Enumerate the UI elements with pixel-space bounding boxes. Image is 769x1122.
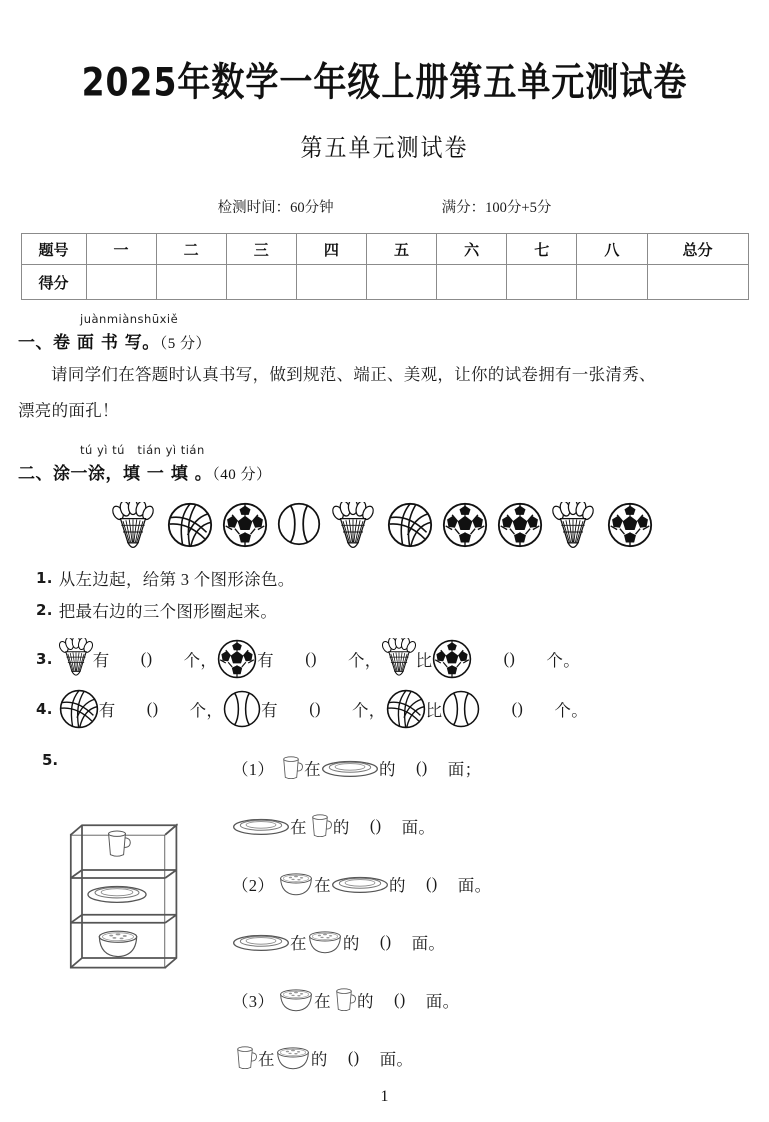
cup-icon [102, 830, 132, 859]
question-3-blank-3[interactable] [472, 649, 546, 669]
row-label-score: 得分 [21, 265, 86, 300]
question-3-text-4: 个， [347, 650, 382, 670]
cup-icon [331, 988, 357, 1013]
q5-p3-l2-de: 的 [310, 1050, 328, 1069]
q5-p2-l2-mid: 在 [290, 934, 307, 953]
row-label-question: 题号 [21, 234, 86, 265]
tennis-icon [223, 690, 261, 728]
question-5-statements [232, 749, 769, 1097]
plate-icon [321, 758, 379, 779]
shuttlecock-icon [552, 502, 600, 552]
question-5-number: 5. [42, 751, 59, 769]
question-4-number: 4. [36, 700, 53, 718]
section-one-title: 一、卷 面 书 写。 [18, 333, 160, 353]
q5-p1-l1-blank[interactable] [396, 758, 448, 778]
page-number: 1 [380, 1088, 389, 1105]
q5-p1-l2-mid: 在 [290, 818, 307, 837]
question-3-text-5: 比 [415, 650, 433, 670]
table-row-scores [21, 265, 748, 300]
question-2 [0, 598, 769, 622]
q5-p3-l2-mid: 在 [258, 1050, 275, 1069]
section-one-heading [18, 328, 751, 353]
section-two-title: 二、涂一涂，填 一 填 。 [18, 464, 213, 484]
question-5-part1-line1 [232, 749, 769, 787]
section-two [0, 443, 769, 484]
q5-p2-l2-de: 的 [342, 934, 360, 953]
question-4-text-4: 个， [351, 701, 386, 720]
score-table-wrapper [21, 233, 749, 300]
section-one-points: （5 分） [159, 336, 212, 352]
section-two-heading [18, 459, 751, 484]
score-cell-6[interactable] [437, 265, 507, 300]
q5-p1-l1-mid: 在 [304, 760, 321, 779]
question-5-part1-line2 [232, 807, 769, 845]
question-1-text: 从左边起，给第 3 个图形涂色。 [58, 570, 295, 589]
plate-icon [331, 874, 389, 895]
q5-p3-l1-mid: 在 [314, 992, 331, 1011]
score-cell-3[interactable] [226, 265, 296, 300]
exam-duration: 检测时间：60分钟 [217, 200, 334, 216]
question-3-text-3: 有 [257, 650, 274, 670]
bowl-icon [307, 929, 343, 955]
col-header-total: 总分 [647, 234, 748, 265]
volleyball-icon [386, 689, 426, 729]
q5-p3-l2-end: 面。 [379, 1050, 414, 1069]
q5-p3-l1-blank[interactable] [374, 990, 426, 1010]
q5-p2-l1-end: 面。 [457, 876, 492, 895]
q5-p3-l1-de: 的 [356, 992, 374, 1011]
q5-p2-l1-blank[interactable] [406, 874, 458, 894]
score-cell-4[interactable] [296, 265, 366, 300]
cup-icon [307, 814, 333, 839]
question-4-blank-1[interactable] [116, 699, 190, 719]
shuttlecock-icon [382, 638, 416, 679]
volleyball-icon [167, 502, 215, 552]
question-3-text-6: 个。 [546, 650, 581, 670]
question-5-part3-tag: （3） [232, 992, 275, 1011]
question-4-blank-3[interactable] [480, 699, 554, 719]
question-5 [0, 749, 769, 1097]
question-3-number: 3. [36, 649, 53, 668]
col-header-3: 三 [226, 234, 296, 265]
question-5-part2-line2 [232, 923, 769, 961]
question-4-blank-2[interactable] [278, 699, 352, 719]
score-table [21, 233, 749, 300]
question-4-text-1: 有 [98, 701, 116, 720]
tennis-icon [277, 502, 325, 552]
q5-p2-l1-de: 的 [388, 876, 406, 895]
question-4 [0, 689, 769, 729]
q5-p3-l2-blank[interactable] [328, 1048, 380, 1068]
score-cell-5[interactable] [367, 265, 437, 300]
question-3-text-2: 个， [183, 650, 218, 670]
q5-p2-l2-blank[interactable] [360, 932, 412, 952]
soccer-icon [442, 502, 490, 552]
question-3-blank-2[interactable] [274, 649, 348, 669]
question-4-text-6: 个。 [554, 701, 589, 720]
question-2-number: 2. [36, 601, 53, 619]
q5-p1-l2-blank[interactable] [350, 816, 402, 836]
q5-p1-l2-de: 的 [332, 818, 350, 837]
question-5-part3-line1 [232, 981, 769, 1019]
exam-total-score: 满分：100分+5分 [441, 200, 552, 216]
question-5-part3-line2 [232, 1039, 769, 1077]
question-4-text-2: 个， [189, 701, 224, 720]
col-header-5: 五 [367, 234, 437, 265]
soccer-icon [607, 502, 655, 552]
section-one-paragraph-line2: 漂亮的面孔！ [18, 401, 119, 420]
plate-icon [232, 816, 290, 837]
question-3-blank-1[interactable] [110, 649, 184, 669]
question-4-text-3: 有 [261, 701, 278, 720]
plate-icon [232, 932, 290, 953]
question-5-illustration [36, 749, 232, 1097]
col-header-7: 七 [507, 234, 577, 265]
shuttlecock-icon [332, 502, 380, 552]
soccer-icon [217, 639, 257, 679]
section-two-points: （40 分） [212, 467, 272, 483]
section-two-pinyin: tú yì tú tián yì tián [80, 443, 205, 457]
question-5-part2-tag: （2） [232, 876, 275, 895]
q5-p3-l1-end: 面。 [425, 992, 460, 1011]
page-title: 2025年数学一年级上册第五单元测试卷 [81, 58, 688, 106]
section-one-pinyin: juànmiànshūxiě [80, 312, 179, 326]
section-one [0, 312, 769, 425]
shuttlecock-icon [59, 638, 93, 679]
q5-p1-l1-de: 的 [378, 760, 396, 779]
col-header-8: 八 [577, 234, 647, 265]
q5-p2-l2-end: 面。 [411, 934, 446, 953]
col-header-4: 四 [296, 234, 366, 265]
q5-p1-l2-end: 面。 [401, 818, 436, 837]
bowl-icon [275, 1045, 311, 1071]
score-cell-total[interactable] [647, 265, 748, 300]
question-5-part1-tag: （1） [232, 760, 275, 779]
question-4-text-5: 比 [425, 701, 443, 720]
tennis-icon [442, 690, 480, 728]
table-row-question-numbers [21, 234, 748, 265]
sports-items-row [0, 502, 769, 552]
shuttlecock-icon [112, 502, 160, 552]
question-3-text-1: 有 [92, 650, 110, 670]
bowl-icon [278, 871, 314, 897]
plate-icon [86, 883, 148, 905]
bowl-icon [278, 987, 314, 1013]
col-header-1: 一 [86, 234, 156, 265]
score-cell-1[interactable] [86, 265, 156, 300]
three-tier-shelf [58, 811, 178, 977]
score-cell-7[interactable] [507, 265, 577, 300]
question-1-number: 1. [36, 569, 53, 587]
question-5-part2-line1 [232, 865, 769, 903]
cup-icon [278, 756, 304, 781]
soccer-icon [497, 502, 545, 552]
col-header-2: 二 [156, 234, 226, 265]
question-2-text: 把最右边的三个图形圈起来。 [58, 602, 278, 621]
volleyball-icon [387, 502, 435, 552]
exam-meta [0, 196, 769, 217]
q5-p1-l1-end: 面； [447, 760, 482, 779]
score-cell-2[interactable] [156, 265, 226, 300]
question-3 [0, 638, 769, 679]
cup-icon [232, 1046, 258, 1071]
score-cell-8[interactable] [577, 265, 647, 300]
question-1 [0, 566, 769, 590]
page-subtitle: 第五单元测试卷 [300, 134, 469, 163]
soccer-icon [432, 639, 472, 679]
q5-p2-l1-mid: 在 [314, 876, 331, 895]
section-one-paragraph-line1: 请同学们在答题时认真书写，做到规范、端正、美观，让你的试卷拥有一张清秀、 [51, 365, 656, 384]
col-header-6: 六 [437, 234, 507, 265]
volleyball-icon [59, 689, 99, 729]
bowl-icon [96, 928, 140, 959]
soccer-icon [222, 502, 270, 552]
